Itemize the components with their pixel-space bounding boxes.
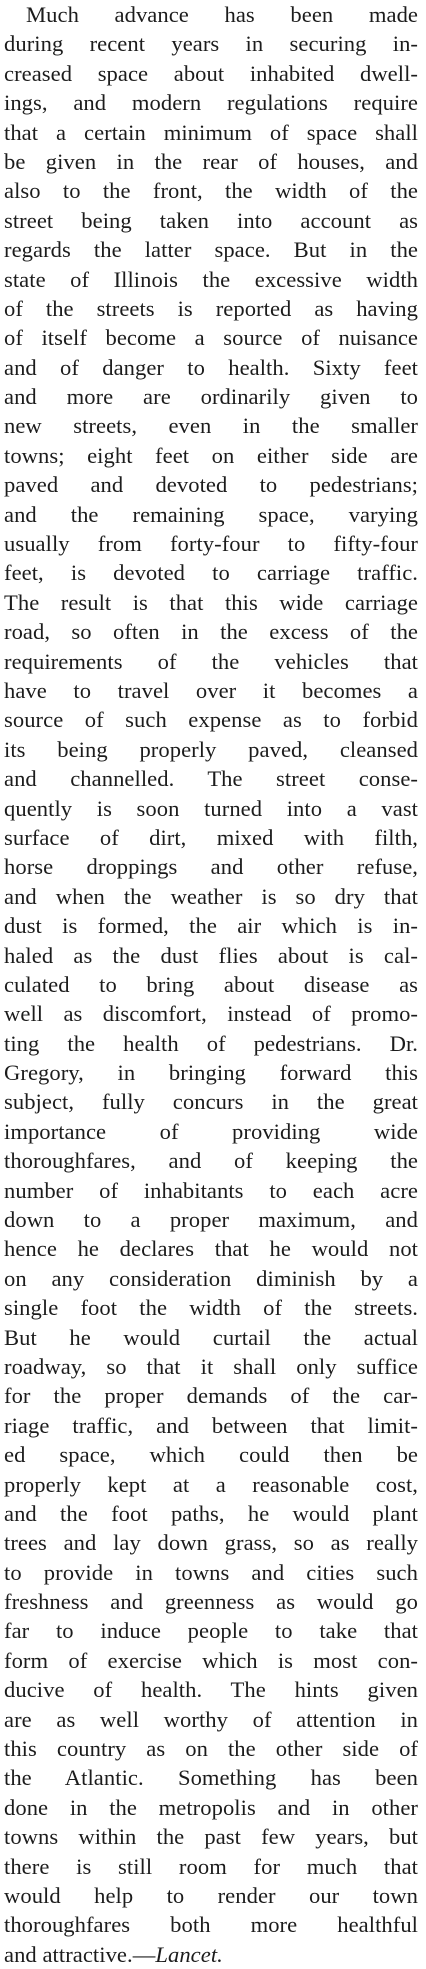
- text-line: ting the health of pedestrians. Dr.: [4, 1030, 418, 1056]
- text-line: form of exercise which is most con-: [4, 1647, 418, 1673]
- text-line: this country as on the other side of: [4, 1736, 418, 1762]
- article-column: [4, 0, 418, 1969]
- text-line: road, so often in the excess of the: [4, 619, 418, 645]
- text-line: done in the metropolis and in other: [4, 1794, 418, 1820]
- text-line: roadway, so that it shall only suffice: [4, 1353, 418, 1379]
- text-line: new streets, even in the smaller: [4, 413, 418, 439]
- text-line: freshness and greenness as would go: [4, 1589, 418, 1615]
- text-line: to provide in towns and cities such: [4, 1559, 418, 1585]
- text-line: subject, fully concurs in the great: [4, 1089, 418, 1115]
- text-line: and the remaining space, varying: [4, 501, 418, 527]
- text-line: creased space about inhabited dwell-: [4, 60, 418, 86]
- text-line: street being taken into account as: [4, 207, 418, 233]
- text-line: ducive of health. The hints given: [4, 1677, 418, 1703]
- text-line: Gregory, in bringing forward this: [4, 1060, 418, 1086]
- text-line: single foot the width of the streets.: [4, 1295, 418, 1321]
- text-line: usually from forty-four to fifty-four: [4, 531, 418, 557]
- closing-text: and attractive.—: [4, 1941, 156, 1967]
- text-line: and when the weather is so dry that: [4, 883, 418, 909]
- text-line: towns within the past few years, but: [4, 1824, 418, 1850]
- text-line: be given in the rear of houses, and: [4, 148, 418, 174]
- text-line: of itself become a source of nuisance: [4, 325, 418, 351]
- text-line: would help to render our town: [4, 1883, 418, 1908]
- text-line: trees and lay down grass, so as really: [4, 1530, 418, 1556]
- text-line: the Atlantic. Something has been: [4, 1765, 418, 1791]
- text-line: culated to bring about disease as: [4, 971, 418, 997]
- text-line: and channelled. The street conse-: [4, 766, 418, 792]
- text-line: number of inhabitants to each acre: [4, 1177, 418, 1203]
- text-line: source of such expense as to forbid: [4, 707, 418, 733]
- text-line: paved and devoted to pedestrians;: [4, 472, 418, 498]
- text-line: thoroughfares, and of keeping the: [4, 1148, 418, 1174]
- text-line: there is still room for much that: [4, 1853, 418, 1879]
- text-line: for the proper demands of the car-: [4, 1383, 418, 1409]
- text-line: The result is that this wide carriage: [4, 589, 418, 615]
- text-line: surface of dirt, mixed with filth,: [4, 824, 418, 850]
- text-line: feet, is devoted to carriage traffic.: [4, 560, 418, 586]
- text-line: regards the latter space. But in the: [4, 237, 418, 263]
- text-line: quently is soon turned into a vast: [4, 795, 418, 821]
- text-line: far to induce people to take that: [4, 1618, 418, 1644]
- text-line: of the streets is reported as having: [4, 295, 418, 321]
- text-line: ings, and modern regulations require: [4, 90, 418, 116]
- text-line: importance of providing wide: [4, 1118, 418, 1144]
- text-line: hence he declares that he would not: [4, 1236, 418, 1262]
- text-line: well as discomfort, instead of promo-: [4, 1001, 418, 1027]
- text-line: But he would curtail the actual: [4, 1324, 418, 1350]
- text-line: and of danger to health. Sixty feet: [4, 354, 418, 380]
- text-line: haled as the dust flies about is cal-: [4, 942, 418, 968]
- text-line: state of Illinois the excessive width: [4, 266, 418, 292]
- text-line: down to a proper maximum, and: [4, 1207, 418, 1233]
- text-line: riage traffic, and between that limit-: [4, 1412, 418, 1438]
- text-line: are as well worthy of attention in: [4, 1706, 418, 1732]
- text-line: Much advance has been made: [26, 2, 418, 27]
- text-line: have to travel over it becomes a: [4, 677, 418, 703]
- text-line: and the foot paths, he would plant: [4, 1500, 418, 1526]
- text-line: properly kept at a reasonable cost,: [4, 1471, 418, 1497]
- text-line: its being properly paved, cleansed: [4, 736, 418, 762]
- text-line: towns; eight feet on either side are: [4, 442, 418, 468]
- text-line: on any consideration diminish by a: [4, 1265, 418, 1291]
- text-line: requirements of the vehicles that: [4, 648, 418, 674]
- text-line: during recent years in securing in-: [4, 31, 418, 57]
- text-line: ed space, which could then be: [4, 1442, 418, 1468]
- text-line: dust is formed, the air which is in-: [4, 913, 418, 939]
- source-attribution: Lancet.: [155, 1941, 223, 1967]
- text-line: horse droppings and other refuse,: [4, 854, 418, 880]
- text-line: thoroughfares both more healthful: [4, 1912, 418, 1938]
- text-line: and more are ordinarily given to: [4, 384, 418, 410]
- text-line: that a certain minimum of space shall: [4, 119, 418, 145]
- closing-line: [4, 1940, 418, 1969]
- text-line: also to the front, the width of the: [4, 178, 418, 204]
